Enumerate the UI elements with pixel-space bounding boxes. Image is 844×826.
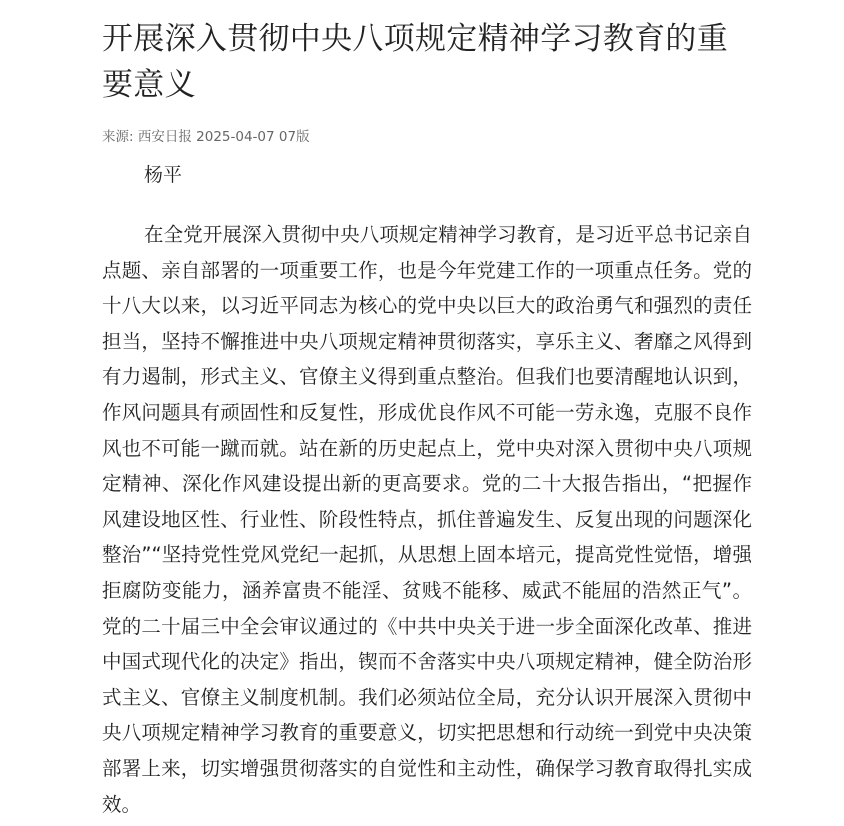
article-title: 开展深入贯彻中央八项规定精神学习教育的重要意义 — [102, 21, 728, 103]
source-label: 来源: — [102, 129, 134, 145]
author-name: 杨平 — [144, 164, 183, 186]
article-meta — [102, 127, 752, 147]
edition: 07版 — [278, 129, 310, 145]
source-name: 西安日报 — [137, 129, 192, 145]
publish-date: 2025-04-07 — [196, 129, 275, 145]
body-paragraph: 在全党开展深入贯彻中央八项规定精神学习教育，是习近平总书记亲自点题、亲自部署的一项重要工作，也是今年党建工作的一项重点任务。党的十八大以来，以习近平同志为核心的党中央以巨大的政治勇气和强烈的责任担当，坚持不懈推进中央八项规定精神贯彻落实，享乐主义、奢靡之风得到有力遏制，形式主义、官僚主义得到重点整治。但我们也要清醒地认识到，作风问题具有顽固性和反复性，形成优良作风不可能一劳永逸，克服不良作风也不可能一蹴而就。站在新的历史起点上，党中央对深入贯彻中央八项规定精神、深化作风建设提出新的更高要求。党的二十大报告指出，“把握作风建设地区性、行业性、阶段性特点，抓住普遍发生、反复出现的问题深化整治”“坚持党性党风党纪一起抓，从思想上固本培元，提高党性觉悟，增强拒腐防变能力，涵养富贵不能淫、贫贱不能移、威武不能屈的浩然正气”。党的二十届三中全会审议通过的《中共中央关于进一步全面深化改革、推进中国式现代化的决定》指出，锲而不舍落实中央八项规定精神，健全防治形式主义、官僚主义制度机制。我们必须站位全局，充分认识开展深入贯彻中央八项规定精神学习教育的重要意义，切实把思想和行动统一到党中央决策部署上来，切实增强贯彻落实的自觉性和主动性，确保学习教育取得扎实成效。 — [102, 223, 752, 816]
